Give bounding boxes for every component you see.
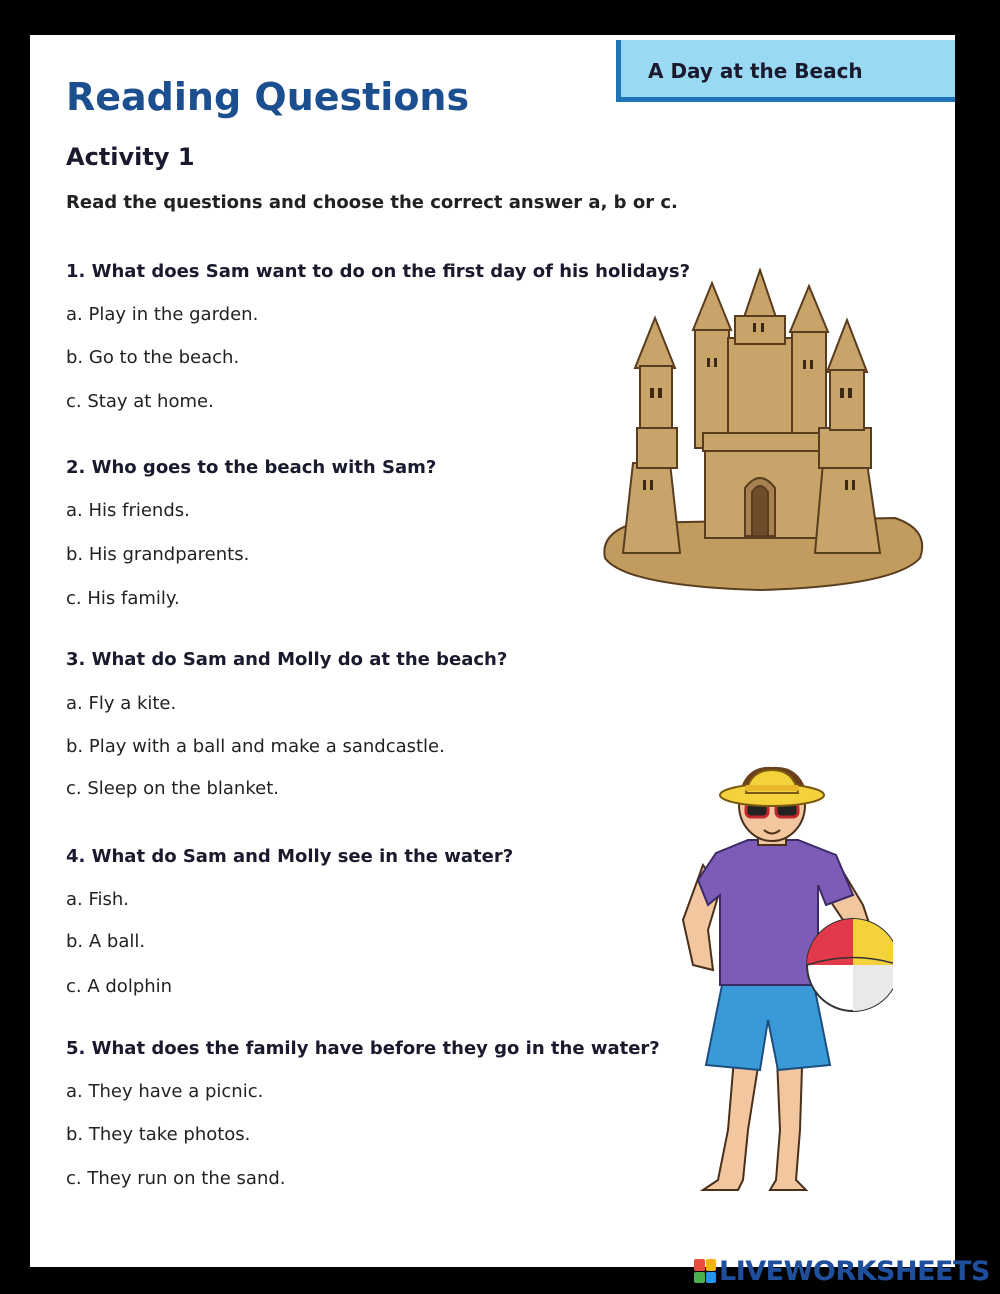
instructions-text: Read the questions and choose the correct answer a, b or c. (66, 192, 678, 213)
question-2-option-b[interactable]: b. His grandparents. (66, 544, 250, 565)
question-4: 4. What do Sam and Molly see in the water? (66, 846, 514, 867)
topic-banner (616, 40, 955, 102)
question-1-option-c[interactable]: c. Stay at home. (66, 391, 214, 412)
question-1: 1. What does Sam want to do on the first day of his holidays? (66, 261, 691, 282)
liveworksheets-logo (694, 1256, 990, 1286)
question-5-option-b[interactable]: b. They take photos. (66, 1124, 251, 1145)
question-2-option-a[interactable]: a. His friends. (66, 500, 190, 521)
sandcastle-illustration (595, 268, 928, 593)
question-4-option-b[interactable]: b. A ball. (66, 931, 146, 952)
question-3-option-a[interactable]: a. Fly a kite. (66, 693, 177, 714)
question-5-option-a[interactable]: a. They have a picnic. (66, 1081, 264, 1102)
question-3-option-b[interactable]: b. Play with a ball and make a sandcastle. (66, 736, 445, 757)
activity-heading: Activity 1 (66, 143, 195, 171)
page-title: Reading Questions (66, 75, 470, 119)
question-2: 2. Who goes to the beach with Sam? (66, 457, 437, 478)
question-4-option-c[interactable]: c. A dolphin (66, 976, 173, 997)
question-3: 3. What do Sam and Molly do at the beach? (66, 649, 508, 670)
question-3-option-c[interactable]: c. Sleep on the blanket. (66, 778, 279, 799)
question-1-option-a[interactable]: a. Play in the garden. (66, 304, 259, 325)
liveworksheets-logo-icon (694, 1259, 716, 1283)
question-5: 5. What does the family have before they go in the water? (66, 1038, 660, 1059)
liveworksheets-logo-text: LIVEWORKSHEETS (719, 1255, 990, 1287)
boy-with-beach-ball-illustration (658, 735, 893, 1195)
question-1-option-b[interactable]: b. Go to the beach. (66, 347, 240, 368)
question-5-option-c[interactable]: c. They run on the sand. (66, 1168, 286, 1189)
topic-banner-text: A Day at the Beach (648, 59, 863, 83)
question-4-option-a[interactable]: a. Fish. (66, 889, 130, 910)
worksheet-page (30, 35, 955, 1267)
question-2-option-c[interactable]: c. His family. (66, 588, 180, 609)
